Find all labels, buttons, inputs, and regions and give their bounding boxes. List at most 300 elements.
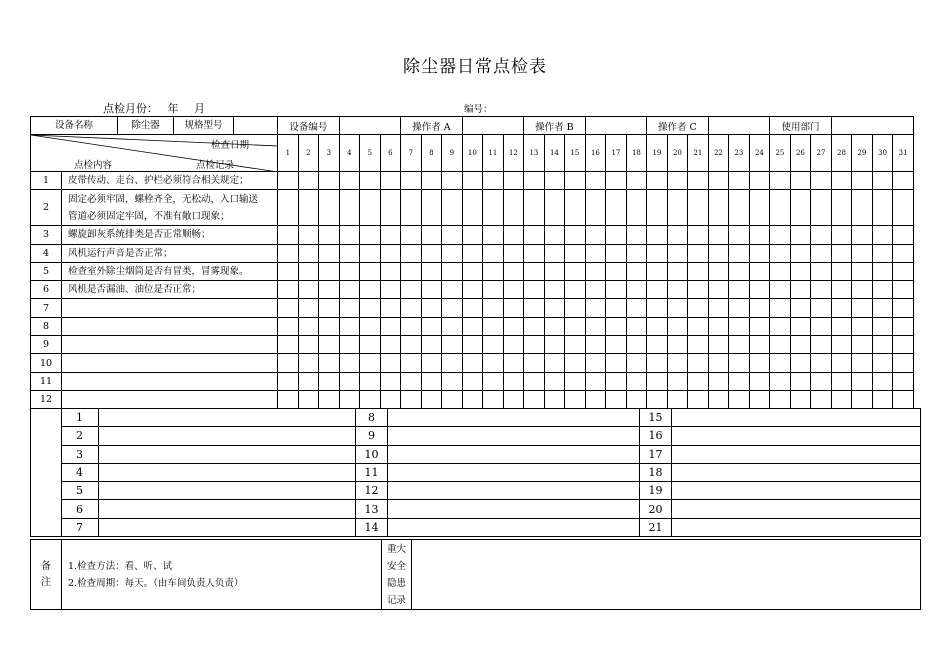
check-cell[interactable] <box>606 226 627 244</box>
check-cell[interactable] <box>749 281 770 299</box>
check-cell[interactable] <box>380 281 401 299</box>
check-cell[interactable] <box>749 317 770 335</box>
check-cell[interactable] <box>852 190 873 226</box>
check-cell[interactable] <box>708 372 729 390</box>
check-cell[interactable] <box>442 281 463 299</box>
check-cell[interactable] <box>790 372 811 390</box>
check-cell[interactable] <box>667 336 688 354</box>
check-cell[interactable] <box>708 390 729 408</box>
check-cell[interactable] <box>770 244 791 262</box>
check-cell[interactable] <box>606 372 627 390</box>
check-cell[interactable] <box>852 172 873 190</box>
check-cell[interactable] <box>647 336 668 354</box>
check-cell[interactable] <box>647 354 668 372</box>
check-cell[interactable] <box>667 281 688 299</box>
check-cell[interactable] <box>544 226 565 244</box>
check-cell[interactable] <box>462 281 483 299</box>
check-cell[interactable] <box>831 226 852 244</box>
check-cell[interactable] <box>811 281 832 299</box>
check-cell[interactable] <box>688 281 709 299</box>
check-cell[interactable] <box>360 226 381 244</box>
check-cell[interactable] <box>811 372 832 390</box>
check-cell[interactable] <box>647 317 668 335</box>
check-cell[interactable] <box>688 317 709 335</box>
check-cell[interactable] <box>893 226 914 244</box>
check-cell[interactable] <box>380 262 401 280</box>
check-cell[interactable] <box>667 226 688 244</box>
check-cell[interactable] <box>401 390 422 408</box>
record-field[interactable] <box>672 427 921 445</box>
check-cell[interactable] <box>893 281 914 299</box>
check-cell[interactable] <box>852 317 873 335</box>
check-cell[interactable] <box>790 226 811 244</box>
check-cell[interactable] <box>278 390 299 408</box>
check-cell[interactable] <box>565 372 586 390</box>
check-cell[interactable] <box>339 299 360 317</box>
check-cell[interactable] <box>360 172 381 190</box>
check-cell[interactable] <box>688 244 709 262</box>
check-cell[interactable] <box>278 336 299 354</box>
check-cell[interactable] <box>852 336 873 354</box>
record-field[interactable] <box>672 518 921 536</box>
check-cell[interactable] <box>462 354 483 372</box>
check-cell[interactable] <box>462 299 483 317</box>
check-cell[interactable] <box>626 226 647 244</box>
check-cell[interactable] <box>565 244 586 262</box>
check-cell[interactable] <box>380 226 401 244</box>
check-cell[interactable] <box>421 317 442 335</box>
check-cell[interactable] <box>852 299 873 317</box>
device-no-field[interactable] <box>339 117 401 135</box>
check-cell[interactable] <box>585 262 606 280</box>
check-cell[interactable] <box>319 244 340 262</box>
check-cell[interactable] <box>811 354 832 372</box>
check-cell[interactable] <box>401 317 422 335</box>
check-cell[interactable] <box>319 317 340 335</box>
record-field[interactable] <box>388 427 640 445</box>
check-cell[interactable] <box>503 390 524 408</box>
check-cell[interactable] <box>749 244 770 262</box>
check-cell[interactable] <box>483 262 504 280</box>
record-field[interactable] <box>99 409 356 427</box>
check-cell[interactable] <box>647 390 668 408</box>
check-cell[interactable] <box>811 390 832 408</box>
check-cell[interactable] <box>708 317 729 335</box>
check-cell[interactable] <box>872 172 893 190</box>
record-field[interactable] <box>99 445 356 463</box>
check-cell[interactable] <box>667 317 688 335</box>
check-cell[interactable] <box>729 172 750 190</box>
check-cell[interactable] <box>544 299 565 317</box>
check-cell[interactable] <box>483 336 504 354</box>
check-cell[interactable] <box>565 390 586 408</box>
check-cell[interactable] <box>708 299 729 317</box>
check-cell[interactable] <box>462 390 483 408</box>
check-cell[interactable] <box>544 390 565 408</box>
check-cell[interactable] <box>503 317 524 335</box>
check-cell[interactable] <box>893 299 914 317</box>
check-cell[interactable] <box>339 336 360 354</box>
check-cell[interactable] <box>503 299 524 317</box>
check-cell[interactable] <box>524 317 545 335</box>
check-cell[interactable] <box>278 299 299 317</box>
record-field[interactable] <box>672 445 921 463</box>
check-cell[interactable] <box>688 190 709 226</box>
check-cell[interactable] <box>729 317 750 335</box>
check-cell[interactable] <box>298 299 319 317</box>
check-cell[interactable] <box>872 354 893 372</box>
check-cell[interactable] <box>339 262 360 280</box>
check-cell[interactable] <box>667 390 688 408</box>
check-cell[interactable] <box>360 372 381 390</box>
check-cell[interactable] <box>585 299 606 317</box>
record-field[interactable] <box>672 463 921 481</box>
check-cell[interactable] <box>852 262 873 280</box>
check-cell[interactable] <box>380 244 401 262</box>
check-cell[interactable] <box>544 190 565 226</box>
record-field[interactable] <box>388 445 640 463</box>
check-cell[interactable] <box>319 281 340 299</box>
check-cell[interactable] <box>647 262 668 280</box>
check-cell[interactable] <box>544 336 565 354</box>
check-cell[interactable] <box>647 299 668 317</box>
check-cell[interactable] <box>298 354 319 372</box>
model-field[interactable] <box>234 117 277 134</box>
check-cell[interactable] <box>421 299 442 317</box>
record-field[interactable] <box>388 463 640 481</box>
check-cell[interactable] <box>647 172 668 190</box>
check-cell[interactable] <box>360 299 381 317</box>
check-cell[interactable] <box>749 390 770 408</box>
check-cell[interactable] <box>319 354 340 372</box>
check-cell[interactable] <box>626 336 647 354</box>
check-cell[interactable] <box>278 372 299 390</box>
check-cell[interactable] <box>278 354 299 372</box>
check-cell[interactable] <box>339 172 360 190</box>
check-cell[interactable] <box>524 372 545 390</box>
check-cell[interactable] <box>565 226 586 244</box>
check-cell[interactable] <box>729 281 750 299</box>
check-cell[interactable] <box>278 281 299 299</box>
check-cell[interactable] <box>298 262 319 280</box>
check-cell[interactable] <box>893 244 914 262</box>
check-cell[interactable] <box>278 244 299 262</box>
check-cell[interactable] <box>380 299 401 317</box>
check-cell[interactable] <box>688 336 709 354</box>
check-cell[interactable] <box>298 244 319 262</box>
check-cell[interactable] <box>380 190 401 226</box>
check-cell[interactable] <box>503 190 524 226</box>
check-cell[interactable] <box>565 172 586 190</box>
check-cell[interactable] <box>401 336 422 354</box>
check-cell[interactable] <box>360 390 381 408</box>
check-cell[interactable] <box>606 190 627 226</box>
check-cell[interactable] <box>790 172 811 190</box>
check-cell[interactable] <box>544 354 565 372</box>
check-cell[interactable] <box>790 190 811 226</box>
check-cell[interactable] <box>319 262 340 280</box>
check-cell[interactable] <box>647 226 668 244</box>
check-cell[interactable] <box>360 317 381 335</box>
check-cell[interactable] <box>811 190 832 226</box>
check-cell[interactable] <box>852 372 873 390</box>
check-cell[interactable] <box>688 354 709 372</box>
check-cell[interactable] <box>872 390 893 408</box>
check-cell[interactable] <box>319 190 340 226</box>
check-cell[interactable] <box>852 281 873 299</box>
check-cell[interactable] <box>790 390 811 408</box>
check-cell[interactable] <box>708 190 729 226</box>
check-cell[interactable] <box>278 317 299 335</box>
check-cell[interactable] <box>339 354 360 372</box>
check-cell[interactable] <box>298 390 319 408</box>
check-cell[interactable] <box>729 190 750 226</box>
check-cell[interactable] <box>524 299 545 317</box>
check-cell[interactable] <box>606 262 627 280</box>
check-cell[interactable] <box>339 390 360 408</box>
check-cell[interactable] <box>811 317 832 335</box>
check-cell[interactable] <box>544 244 565 262</box>
check-cell[interactable] <box>380 354 401 372</box>
check-cell[interactable] <box>462 172 483 190</box>
check-cell[interactable] <box>360 336 381 354</box>
check-cell[interactable] <box>524 244 545 262</box>
record-field[interactable] <box>388 500 640 518</box>
check-cell[interactable] <box>667 172 688 190</box>
check-cell[interactable] <box>688 372 709 390</box>
check-cell[interactable] <box>852 244 873 262</box>
check-cell[interactable] <box>339 281 360 299</box>
check-cell[interactable] <box>790 244 811 262</box>
check-cell[interactable] <box>708 354 729 372</box>
check-cell[interactable] <box>852 354 873 372</box>
check-cell[interactable] <box>585 172 606 190</box>
check-cell[interactable] <box>790 336 811 354</box>
check-cell[interactable] <box>770 172 791 190</box>
check-cell[interactable] <box>483 172 504 190</box>
check-cell[interactable] <box>380 172 401 190</box>
check-cell[interactable] <box>503 354 524 372</box>
check-cell[interactable] <box>278 262 299 280</box>
check-cell[interactable] <box>565 336 586 354</box>
check-cell[interactable] <box>606 244 627 262</box>
check-cell[interactable] <box>852 390 873 408</box>
check-cell[interactable] <box>483 226 504 244</box>
check-cell[interactable] <box>606 390 627 408</box>
check-cell[interactable] <box>401 262 422 280</box>
check-cell[interactable] <box>380 372 401 390</box>
check-cell[interactable] <box>606 172 627 190</box>
check-cell[interactable] <box>401 226 422 244</box>
operator-a-field[interactable] <box>462 117 524 135</box>
check-cell[interactable] <box>380 317 401 335</box>
check-cell[interactable] <box>585 354 606 372</box>
check-cell[interactable] <box>647 190 668 226</box>
check-cell[interactable] <box>442 190 463 226</box>
check-cell[interactable] <box>401 354 422 372</box>
check-cell[interactable] <box>606 281 627 299</box>
check-cell[interactable] <box>360 190 381 226</box>
check-cell[interactable] <box>626 281 647 299</box>
check-cell[interactable] <box>319 299 340 317</box>
check-cell[interactable] <box>462 336 483 354</box>
check-cell[interactable] <box>401 299 422 317</box>
check-cell[interactable] <box>585 226 606 244</box>
check-cell[interactable] <box>544 172 565 190</box>
check-cell[interactable] <box>831 172 852 190</box>
check-cell[interactable] <box>421 336 442 354</box>
check-cell[interactable] <box>319 372 340 390</box>
check-cell[interactable] <box>872 281 893 299</box>
check-cell[interactable] <box>278 190 299 226</box>
check-cell[interactable] <box>442 244 463 262</box>
check-cell[interactable] <box>831 317 852 335</box>
check-cell[interactable] <box>708 226 729 244</box>
check-cell[interactable] <box>524 226 545 244</box>
operator-b-field[interactable] <box>585 117 647 135</box>
check-cell[interactable] <box>565 262 586 280</box>
check-cell[interactable] <box>872 299 893 317</box>
check-cell[interactable] <box>401 244 422 262</box>
check-cell[interactable] <box>401 372 422 390</box>
check-cell[interactable] <box>278 172 299 190</box>
check-cell[interactable] <box>770 317 791 335</box>
check-cell[interactable] <box>360 262 381 280</box>
check-cell[interactable] <box>770 190 791 226</box>
check-cell[interactable] <box>565 317 586 335</box>
check-cell[interactable] <box>585 244 606 262</box>
check-cell[interactable] <box>811 226 832 244</box>
check-cell[interactable] <box>811 336 832 354</box>
check-cell[interactable] <box>729 354 750 372</box>
check-cell[interactable] <box>729 390 750 408</box>
check-cell[interactable] <box>462 262 483 280</box>
check-cell[interactable] <box>421 372 442 390</box>
check-cell[interactable] <box>524 262 545 280</box>
check-cell[interactable] <box>421 262 442 280</box>
check-cell[interactable] <box>483 354 504 372</box>
check-cell[interactable] <box>688 299 709 317</box>
check-cell[interactable] <box>831 190 852 226</box>
check-cell[interactable] <box>442 299 463 317</box>
check-cell[interactable] <box>565 190 586 226</box>
check-cell[interactable] <box>708 262 729 280</box>
check-cell[interactable] <box>442 372 463 390</box>
check-cell[interactable] <box>626 190 647 226</box>
check-cell[interactable] <box>380 390 401 408</box>
check-cell[interactable] <box>339 317 360 335</box>
check-cell[interactable] <box>421 226 442 244</box>
check-cell[interactable] <box>606 317 627 335</box>
check-cell[interactable] <box>749 299 770 317</box>
check-cell[interactable] <box>749 190 770 226</box>
check-cell[interactable] <box>339 226 360 244</box>
check-cell[interactable] <box>524 390 545 408</box>
check-cell[interactable] <box>626 172 647 190</box>
check-cell[interactable] <box>688 262 709 280</box>
check-cell[interactable] <box>483 190 504 226</box>
check-cell[interactable] <box>872 226 893 244</box>
check-cell[interactable] <box>442 336 463 354</box>
check-cell[interactable] <box>483 244 504 262</box>
check-cell[interactable] <box>872 372 893 390</box>
check-cell[interactable] <box>893 172 914 190</box>
check-cell[interactable] <box>319 172 340 190</box>
check-cell[interactable] <box>442 226 463 244</box>
check-cell[interactable] <box>339 190 360 226</box>
check-cell[interactable] <box>831 281 852 299</box>
device-name-value[interactable]: 除尘器 <box>118 117 174 134</box>
record-field[interactable] <box>672 500 921 518</box>
check-cell[interactable] <box>831 244 852 262</box>
check-cell[interactable] <box>585 336 606 354</box>
record-field[interactable] <box>672 482 921 500</box>
check-cell[interactable] <box>626 354 647 372</box>
check-cell[interactable] <box>565 281 586 299</box>
check-cell[interactable] <box>708 172 729 190</box>
check-cell[interactable] <box>442 262 463 280</box>
record-field[interactable] <box>99 463 356 481</box>
check-cell[interactable] <box>811 299 832 317</box>
check-cell[interactable] <box>544 372 565 390</box>
record-field[interactable] <box>388 409 640 427</box>
check-cell[interactable] <box>872 244 893 262</box>
check-cell[interactable] <box>298 372 319 390</box>
check-cell[interactable] <box>298 172 319 190</box>
check-cell[interactable] <box>749 226 770 244</box>
check-cell[interactable] <box>421 281 442 299</box>
check-cell[interactable] <box>688 390 709 408</box>
check-cell[interactable] <box>585 190 606 226</box>
check-cell[interactable] <box>667 262 688 280</box>
check-cell[interactable] <box>524 172 545 190</box>
check-cell[interactable] <box>401 190 422 226</box>
check-cell[interactable] <box>770 390 791 408</box>
check-cell[interactable] <box>524 190 545 226</box>
check-cell[interactable] <box>626 299 647 317</box>
check-cell[interactable] <box>503 226 524 244</box>
check-cell[interactable] <box>298 281 319 299</box>
record-field[interactable] <box>672 409 921 427</box>
check-cell[interactable] <box>770 281 791 299</box>
check-cell[interactable] <box>462 244 483 262</box>
check-cell[interactable] <box>749 262 770 280</box>
check-cell[interactable] <box>298 336 319 354</box>
check-cell[interactable] <box>790 354 811 372</box>
operator-c-field[interactable] <box>708 117 770 135</box>
check-cell[interactable] <box>483 317 504 335</box>
check-cell[interactable] <box>811 172 832 190</box>
record-field[interactable] <box>388 518 640 536</box>
check-cell[interactable] <box>503 244 524 262</box>
check-cell[interactable] <box>524 354 545 372</box>
check-cell[interactable] <box>421 390 442 408</box>
check-cell[interactable] <box>667 190 688 226</box>
check-cell[interactable] <box>278 226 299 244</box>
record-field[interactable] <box>99 500 356 518</box>
check-cell[interactable] <box>503 262 524 280</box>
check-cell[interactable] <box>872 262 893 280</box>
check-cell[interactable] <box>565 354 586 372</box>
check-cell[interactable] <box>442 317 463 335</box>
check-cell[interactable] <box>729 372 750 390</box>
check-cell[interactable] <box>585 281 606 299</box>
check-cell[interactable] <box>319 336 340 354</box>
check-cell[interactable] <box>360 244 381 262</box>
check-cell[interactable] <box>421 190 442 226</box>
check-cell[interactable] <box>442 354 463 372</box>
check-cell[interactable] <box>380 336 401 354</box>
